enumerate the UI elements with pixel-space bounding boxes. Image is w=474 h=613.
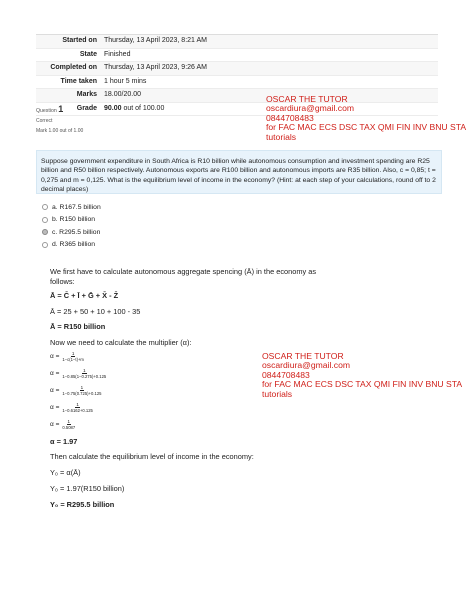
- fraction-numerator: 1: [80, 385, 84, 390]
- answer-option-label: d. R365 billion: [52, 241, 96, 249]
- summary-value: Finished: [104, 50, 131, 58]
- multiplier-step: [50, 399, 106, 416]
- fraction: [62, 368, 106, 379]
- question-number: Question 1: [36, 104, 64, 114]
- answer-option[interactable]: [42, 201, 101, 214]
- tutor-watermark-middle: [262, 352, 462, 399]
- multiplier-intro: Now we need to calculate the multiplier (α):: [50, 338, 192, 347]
- summary-label: Started on: [62, 37, 97, 44]
- answer-options: [42, 201, 101, 251]
- equilibrium-result: Y₀ = R295.5 billion: [50, 500, 115, 509]
- multiplier-step: [50, 348, 106, 365]
- radio-icon[interactable]: [42, 229, 48, 235]
- answer-option[interactable]: [42, 226, 101, 239]
- answer-option-label: a. R167.5 billion: [52, 203, 101, 211]
- radio-icon[interactable]: [42, 242, 48, 248]
- autonomous-spending-result: Ā = R150 billion: [50, 322, 106, 331]
- watermark-email: oscardiura@gmail.com: [266, 103, 355, 114]
- multiplier-step-lhs: α =: [50, 421, 60, 428]
- fraction: [62, 385, 101, 396]
- watermark-phone: 0844708483: [262, 369, 310, 380]
- summary-label: Completed on: [50, 64, 97, 71]
- multiplier-result: α = 1.97: [50, 437, 78, 446]
- watermark-tutorials: tutorials: [266, 131, 297, 142]
- summary-label: Grade: [76, 104, 97, 112]
- answer-option-label: c. R295.5 billion: [52, 228, 101, 236]
- question-info-panel: [36, 104, 94, 142]
- summary-row: [36, 35, 438, 49]
- tutor-watermark-top: [266, 95, 466, 142]
- fraction-denominator: 0.5087: [62, 425, 76, 430]
- summary-row: [36, 76, 438, 90]
- multiplier-step: [50, 365, 106, 382]
- formula-aggregate-spending: Ā = C̄ + Ī + Ḡ + X̄ - Z̄: [50, 291, 119, 300]
- intro-text: [50, 267, 316, 286]
- fraction: [62, 402, 93, 413]
- intro-line-1: We first have to calculate autonomous aggregate spencing (Ā) in the economy as: [50, 267, 317, 276]
- multiplier-step: [50, 416, 106, 433]
- watermark-email: oscardiura@gmail.com: [262, 360, 351, 371]
- summary-label: Time taken: [60, 77, 97, 85]
- answer-option-label: b. R150 billion: [52, 216, 96, 224]
- summary-value: Thursday, 13 April 2023, 8:21 AM: [104, 37, 207, 44]
- question-mark: Mark 1.00 out of 1.00: [36, 128, 84, 134]
- equilibrium-step-2: Y₀ = 1.97(R150 billion): [50, 484, 125, 493]
- fraction: [62, 351, 84, 362]
- multiplier-step-lhs: α =: [50, 387, 60, 394]
- fraction: [62, 419, 75, 430]
- answer-option[interactable]: [42, 214, 101, 227]
- multiplier-step: [50, 382, 106, 399]
- summary-row: [36, 49, 438, 63]
- fraction-denominator: 1−0.85(1−0.275)+0.125: [62, 374, 107, 379]
- fraction-numerator: 1: [67, 419, 71, 424]
- question-text-box: [36, 150, 442, 194]
- equilibrium-step-1: Y₀ = α(Ā): [50, 468, 81, 477]
- fraction-denominator: 1−0.6162+0.125: [62, 408, 93, 413]
- formula-substitution: Ā = 25 + 50 + 10 + 100 - 35: [50, 307, 141, 316]
- radio-icon[interactable]: [42, 217, 48, 223]
- summary-value: Thursday, 13 April 2023, 9:26 AM: [104, 64, 207, 71]
- fraction-numerator: 1: [71, 351, 75, 356]
- summary-label: State: [79, 50, 97, 58]
- watermark-name: OSCAR THE TUTOR: [266, 94, 348, 104]
- fraction-numerator: 1: [83, 368, 86, 373]
- multiplier-step-lhs: α =: [50, 370, 60, 377]
- answer-option[interactable]: [42, 239, 101, 252]
- question-status: Correct: [36, 118, 53, 124]
- summary-value: 1 hour 5 mins: [104, 77, 147, 85]
- summary-value: 90.00 out of 100.00: [104, 104, 165, 112]
- question-text: Suppose government expenditure in South Africa is R10 billion while autonomous consumption and investment spending are R25 billion and R50 billion respectively. Autonomous exports are R100 billion and autonomous imports are R35 billion. Also, c = 0,85; t = 0,275 and m = 0,125. What is the equilibrium level of income in the economy? (Hint: at each step of your calculations, round off to 2 decimal places): [41, 158, 436, 194]
- multiplier-step-lhs: α =: [50, 404, 60, 411]
- multiplier-step-lhs: α =: [50, 353, 60, 360]
- fraction-numerator: 1: [76, 402, 79, 407]
- watermark-subjects: for FAC MAC ECS DSC TAX QMI FIN INV BNU STA: [262, 379, 463, 390]
- watermark-phone: 0844708483: [266, 112, 314, 123]
- summary-value: 18.00/20.00: [104, 91, 141, 98]
- multiplier-steps: [50, 348, 106, 433]
- watermark-subjects: for FAC MAC ECS DSC TAX QMI FIN INV BNU STA: [266, 122, 467, 133]
- watermark-tutorials: tutorials: [262, 388, 293, 399]
- fraction-denominator: 1−0.75(0.725)+0.125: [62, 391, 102, 396]
- radio-icon[interactable]: [42, 204, 48, 210]
- fraction-denominator: 1−c(1−t)+m: [62, 357, 84, 362]
- summary-label: Marks: [76, 91, 97, 98]
- watermark-name: OSCAR THE TUTOR: [262, 351, 344, 361]
- intro-line-2: follows:: [50, 277, 75, 286]
- equilibrium-intro: Then calculate the equilibrium level of income in the economy:: [50, 452, 254, 461]
- summary-row: [36, 62, 438, 76]
